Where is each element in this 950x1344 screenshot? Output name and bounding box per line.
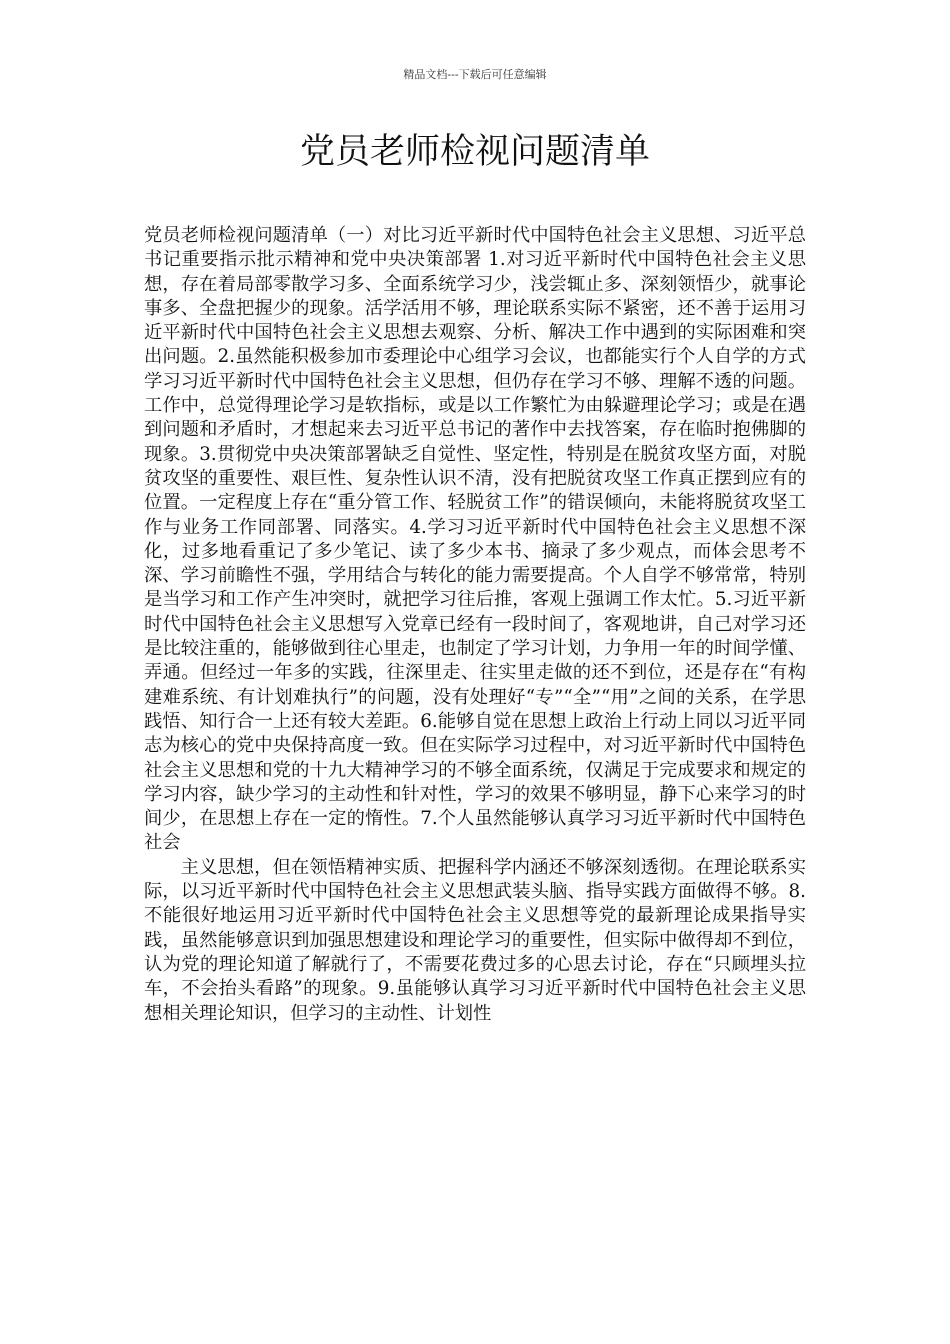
body-paragraph-1: 党员老师检视问题清单（一）对比习近平新时代中国特色社会主义思想、习近平总书记重要指示批示精神和党中央决策部署 1.对习近平新时代中国特色社会主义思想，存在着局部零散学习多、全面系统学习少，浅尝辄止多、深刻领悟少，就事论事多、全盘把握少的现象。活学活用不够，理论联系实际不紧密，还不善于运用习近平新时代中国特色社会主义思想去观察、分析、解决工作中遇到的实际困难和突出问题。2.虽然能积极参加市委理论中心组学习会议，也都能实行个人自学的方式学习习近平新时代中国特色社会主义思想，但仍存在学习不够、理解不透的问题。工作中，总觉得理论学习是软指标，或是以工作繁忙为由躲避理论学习；或是在遇到问题和矛盾时，才想起来去习近平总书记的著作中去找答案，存在临时抱佛脚的现象。3.贯彻党中央决策部署缺乏自觉性、坚定性，特别是在脱贫攻坚方面，对脱贫攻坚的重要性、艰巨性、复杂性认识不清，没有把脱贫攻坚工作真正摆到应有的位置。一定程度上存在“重分管工作、轻脱贫工作”的错误倾向，未能将脱贫攻坚工作与业务工作同部署、同落实。4.学习习近平新时代中国特色社会主义思想不深化，过多地看重记了多少笔记、读了多少本书、摘录了多少观点，而体会思考不深、学习前瞻性不强，学用结合与转化的能力需要提高。个人自学不够常常，特别是当学习和工作产生冲突时，就把学习往后推，客观上强调工作太忙。5.习近平新时代中国特色社会主义思想写入党章已经有一段时间了，客观地讲，自己对学习还是比较注重的，能够做到往心里走，也制定了学习计划，力争用一年的时间学懂、弄通。但经过一年多的实践，往深里走、往实里走做的还不到位，还是存在“有构建难系统、有计划难执行”的问题，没有处理好“专”“全”“用”之间的关系，在学思践悟、知行合一上还有较大差距。6.能够自觉在思想上政治上行动上同以习近平同志为核心的党中央保持高度一致。但在实际学习过程中，对习近平新时代中国特色社会主义思想和党的十九大精神学习的不够全面系统，仅满足于完成要求和规定的学习内容，缺少学习的主动性和针对性，学习的效果不够明显，静下心来学习的时间少，在思想上存在一定的惰性。7.个人虽然能够认真学习习近平新时代中国特色社会 <box>144 225 806 854</box>
document-title: 党员老师检视问题清单 <box>299 132 650 172</box>
header-note: 精品文档---下载后可任意编辑 <box>403 68 547 81</box>
document-body <box>144 224 806 1026</box>
body-paragraph-2: 主义思想，但在领悟精神实质、把握科学内涵还不够深刻透彻。在理论联系实际，以习近平新时代中国特色社会主义思想武装头脑、指导实践方面做得不够。8.不能很好地运用习近平新时代中国特色社会主义思想等党的最新理论成果指导实践，虽然能够意识到加强思想建设和理论学习的重要性，但实际中做得却不到位，认为党的理论知道了解就行了，不需要花费过多的心思去讨论，存在“只顾埋头拉车，不会抬头看路”的现象。9.虽能够认真学习习近平新时代中国特色社会主义思想相关理论知识，但学习的主动性、计划性 <box>144 856 806 1024</box>
